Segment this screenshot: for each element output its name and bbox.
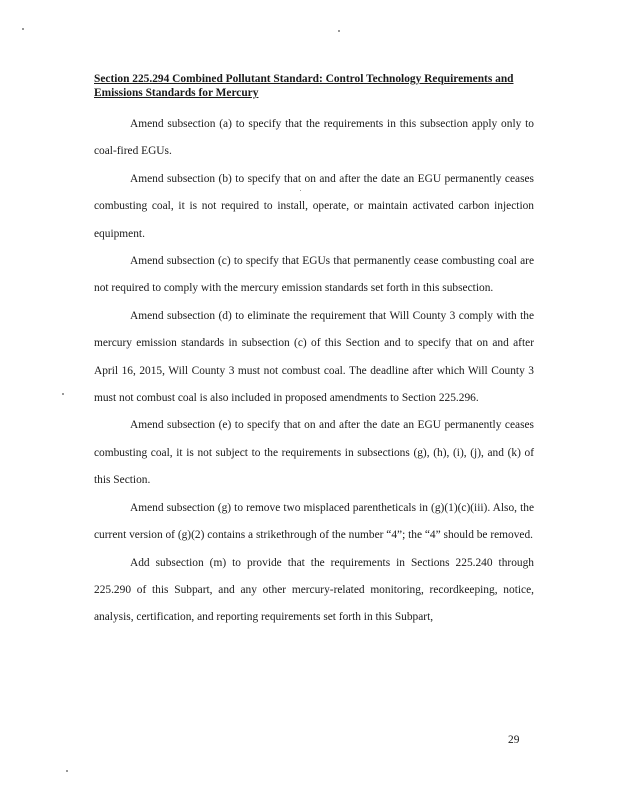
paragraph-subsection-c: Amend subsection (c) to specify that EGUs that permanently cease combusting coal are not required to comply with the mercury emission standards set forth in this subsection. <box>94 255 534 295</box>
paragraph-subsection-g: Amend subsection (g) to remove two misplaced parentheticals in (g)(1)(c)(iii). Also, the current version of (g)(2) contains a strikethrough of the number “4”; the “4” should be removed. <box>94 501 534 542</box>
scan-speck <box>338 30 340 32</box>
paragraph-subsection-a: Amend subsection (a) to specify that the requirements in this subsection apply only to coal-fired EGUs. <box>94 118 534 158</box>
paragraph-subsection-d: Amend subsection (d) to eliminate the requirement that Will County 3 comply with the mercury emission standards in subsection (c) of this Section and to specify that on and after April 16, 2015, Will County 3 must not combust coal. The deadline after which Will County 3 must not combust coal is also included in proposed amendments to Section 225.296. <box>94 309 534 405</box>
scan-speck <box>66 770 68 772</box>
paragraph-subsection-b: Amend subsection (b) to specify that on and after the date an EGU permanently ceases combusting coal, it is not required to install, operate, or maintain activated carbon injection equipment. <box>94 172 534 240</box>
paragraph-subsection-m: Add subsection (m) to provide that the requirements in Sections 225.240 through 225.290 of this Subpart, and any other mercury-related monitoring, recordkeeping, notice, analysis, certification, and reporting requirements set forth in this Subpart, <box>94 556 534 624</box>
scan-speck <box>62 393 64 395</box>
section-heading: Section 225.294 Combined Pollutant Standard: Control Technology Requirements and Emissions Standards for Mercury <box>94 73 514 99</box>
body-text <box>94 111 534 632</box>
scan-speck <box>300 190 301 191</box>
paragraph-subsection-e: Amend subsection (e) to specify that on and after the date an EGU permanently ceases combusting coal, it is not subject to the requirements in subsections (g), (h), (i), (j), and (k) of this Section. <box>94 419 534 487</box>
scan-speck <box>22 28 24 30</box>
page-number: 29 <box>508 734 520 746</box>
